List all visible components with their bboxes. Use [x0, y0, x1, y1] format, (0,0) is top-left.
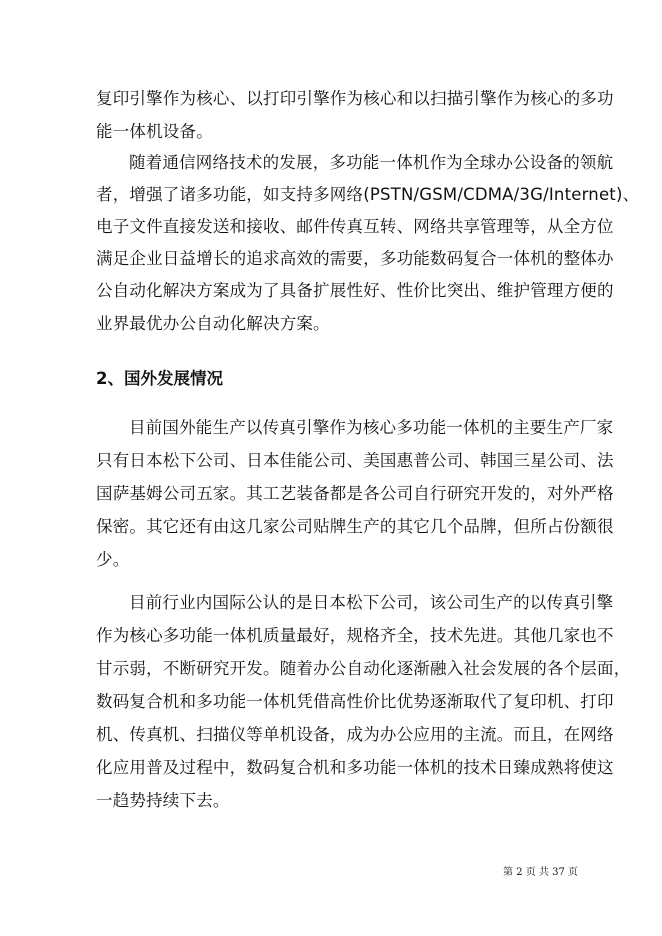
- text-line: 复印引擎作为核心、以打印引擎作为核心和以扫描引擎作为核心的多功: [96, 89, 614, 108]
- page-number: 第 2 页 共 37 页: [503, 867, 578, 878]
- text-line: 公自动化解决方案成为了具备扩展性好、性价比突出、维护管理方便的: [96, 281, 614, 300]
- text-line: 机、传真机、扫描仪等单机设备，成为办公应用的主流。而且，在网络: [96, 725, 614, 744]
- text-line: 能一体机设备。: [96, 122, 213, 141]
- text-line: 随着通信网络技术的发展，多功能一体机作为全球办公设备的领航: [129, 153, 614, 172]
- text-line: 只有日本松下公司、日本佳能公司、美国惠普公司、韩国三星公司、法: [96, 451, 614, 470]
- text-line: 数码复合机和多功能一体机凭借高性价比优势逐渐取代了复印机、打印: [96, 692, 614, 711]
- text-line: 化应用普及过程中，数码复合机和多功能一体机的技术日臻成熟将使这: [96, 758, 614, 777]
- text-line: 少。: [96, 550, 130, 569]
- text-line: 业界最优办公自动化解决方案。: [96, 314, 330, 333]
- text-line: 一趋势持续下去。: [96, 791, 230, 810]
- text-line: 目前行业内国际公认的是日本松下公司，该公司生产的以传真引擎: [129, 593, 614, 612]
- text-line: 者，增强了诸多功能，如支持多网络(PSTN/GSM/CDMA/3G/Internet)、: [96, 185, 640, 204]
- text-line: 国萨基姆公司五家。其工艺装备都是各公司自行研究开发的，对外严格: [96, 484, 614, 503]
- text-line: 甘示弱，不断研究开发。随着办公自动化逐渐融入社会发展的各个层面，: [96, 659, 631, 678]
- text-line: 保密。其它还有由这几家公司贴牌生产的其它几个品牌，但所占份额很: [96, 517, 614, 536]
- text-line: 作为核心多功能一体机质量最好，规格齐全，技术先进。其他几家也不: [96, 626, 614, 645]
- text-line: 目前国外能生产以传真引擎作为核心多功能一体机的主要生产厂家: [129, 418, 614, 437]
- text-line: 满足企业日益增长的追求高效的需要，多功能数码复合一体机的整体办: [96, 249, 614, 268]
- text-line: 电子文件直接发送和接收、邮件传真互转、网络共享管理等，从全方位: [96, 217, 614, 236]
- section-heading: 2、国外发展情况: [96, 369, 223, 388]
